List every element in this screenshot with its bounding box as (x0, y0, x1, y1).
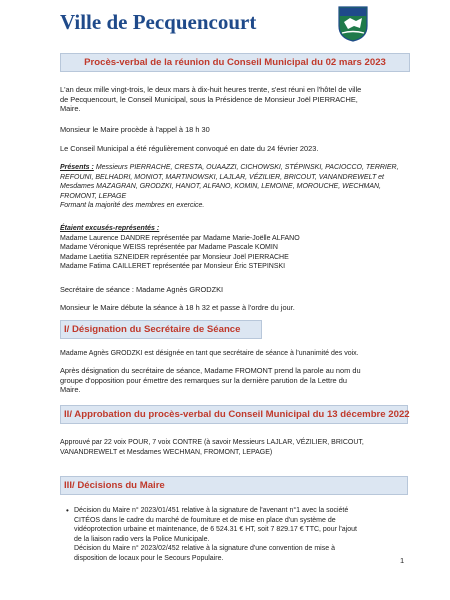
excuses-label: Étaient excusés-représentés : (60, 225, 160, 232)
section-2-header (60, 405, 408, 424)
section-1-title: I/ Désignation du Secrétaire de Séance (64, 324, 241, 335)
bullet-icon: • (66, 506, 69, 515)
debut-text: Monsieur le Maire débute la séance à 18 h 32 et passe à l'ordre du jour. (60, 303, 295, 312)
section-3-title: III/ Décisions du Maire (64, 480, 165, 491)
presents-line-4: FROMONT, LEPAGE (60, 192, 127, 200)
decision-1 (74, 506, 409, 564)
presents-line-5: Formant la majorité des membres en exercice. (60, 202, 205, 210)
intro-line-2: de Pecquencourt, le Conseil Municipal, sous la Présidence de Monsieur Joël PIERRACHE, (60, 94, 358, 104)
excuse-line-4: Madame Fatima CAILLERET représentée par Monsieur Éric STEPINSKI (60, 263, 286, 271)
decision-1-line-1: Décision du Maire n° 2023/01/451 relative à la signature de l'avenant n°1 avec la société (74, 507, 349, 514)
intro-paragraph (60, 85, 405, 114)
section-2-line-2: VANANDREWELT et Mesdames WECHMAN, FROMONT, LEPAGE) (60, 448, 273, 456)
presents-names-1: Messieurs PIERRACHE, CRESTA, OUAAZZI, CICHOWSKI, STÉPINSKI, PACIOCCO, TERRIER, (95, 164, 399, 171)
decision-2-line-2: disposition de locaux pour le Secours Populaire. (74, 554, 224, 562)
section-2-title: II/ Approbation du procès-verbal du Conseil Municipal du 13 décembre 2022 (64, 409, 410, 420)
section-2-line-1: Approuvé par 22 voix POUR, 7 voix CONTRE (à savoir Messieurs LAJLAR, VÉZILIER, BRICOUT, (60, 439, 364, 446)
excuse-line-3: Madame Laetitia SZNEIDER représentée par Monsieur Joël PIERRACHE (60, 253, 289, 261)
decision-1-line-4: de la liaison radio vers la Police Municipale. (74, 535, 210, 543)
intro-line-3: Maire. (60, 104, 81, 114)
presents-line-1 (60, 163, 405, 173)
excuses-block (60, 224, 405, 272)
presents-block (60, 163, 405, 211)
decision-1-line-3: vidéoprotection urbaine et maintenance, de 6 524.31 € HT, soit 7 829.17 € TTC, pour l'ajout (74, 526, 357, 534)
decision-2-line-1: Décision du Maire n° 2023/02/452 relative à la signature d'une convention de mise à (74, 545, 335, 553)
appel-text: Monsieur le Maire procède à l'appel à 18 h 30 (60, 125, 210, 134)
section-1-p2-line-3: Maire. (60, 385, 81, 395)
section-1-header (60, 320, 262, 339)
minutes-title: Procès-verbal de la réunion du Conseil Municipal du 02 mars 2023 (84, 57, 386, 68)
excuse-line-2: Madame Véronique WEISS représentée par Madame Pascale KOMIN (60, 244, 278, 252)
coat-of-arms-icon (338, 6, 368, 42)
page-number: 1 (400, 556, 405, 565)
presents-label: Présents : (60, 164, 94, 171)
section-1-p1: Madame Agnès GRODZKI est désignée en tant que secrétaire de séance à l'unanimité des voix. (60, 350, 359, 357)
section-1-p2-line-1: Après désignation du secrétaire de séance, Madame FROMONT prend la parole au nom du (60, 366, 361, 375)
section-3-header (60, 476, 408, 495)
section-1-p2 (60, 366, 405, 395)
decision-1-line-2: CITÉOS dans le cadre du marché de fourniture et de mise en place d'un système de (74, 516, 336, 524)
minutes-title-banner (60, 53, 410, 72)
presents-line-2: REFOUNI, BELHADRI, MONIOT, MARTINOWSKI, LAJLAR, VÉZILIER, BRICOUT, VANANDREWELT et (60, 173, 385, 181)
town-title: Ville de Pecquencourt (60, 10, 257, 34)
excuse-line-1: Madame Laurence DANDRE représentée par Madame Marie-Joëlle ALFANO (60, 234, 300, 242)
intro-line-1: L'an deux mille vingt-trois, le deux mars à dix-huit heures trente, s'est réuni en l'hôtel de ville (60, 85, 362, 94)
secretaire-text: Secrétaire de séance : Madame Agnès GRODZKI (60, 285, 224, 294)
convocation-text: Le Conseil Municipal a été régulièrement convoqué en date du 24 février 2023. (60, 144, 319, 153)
section-1-p2-line-2: groupe d'opposition pour émettre des remarques sur la dernière parution de la Lettre du (60, 375, 347, 385)
section-2-text (60, 438, 405, 457)
presents-line-3: Mesdames MAZAGRAN, GRODZKI, HANOT, ALFANO, KOMIN, LEMOINE, MOROUCHE, WECHMAN, (60, 183, 381, 191)
